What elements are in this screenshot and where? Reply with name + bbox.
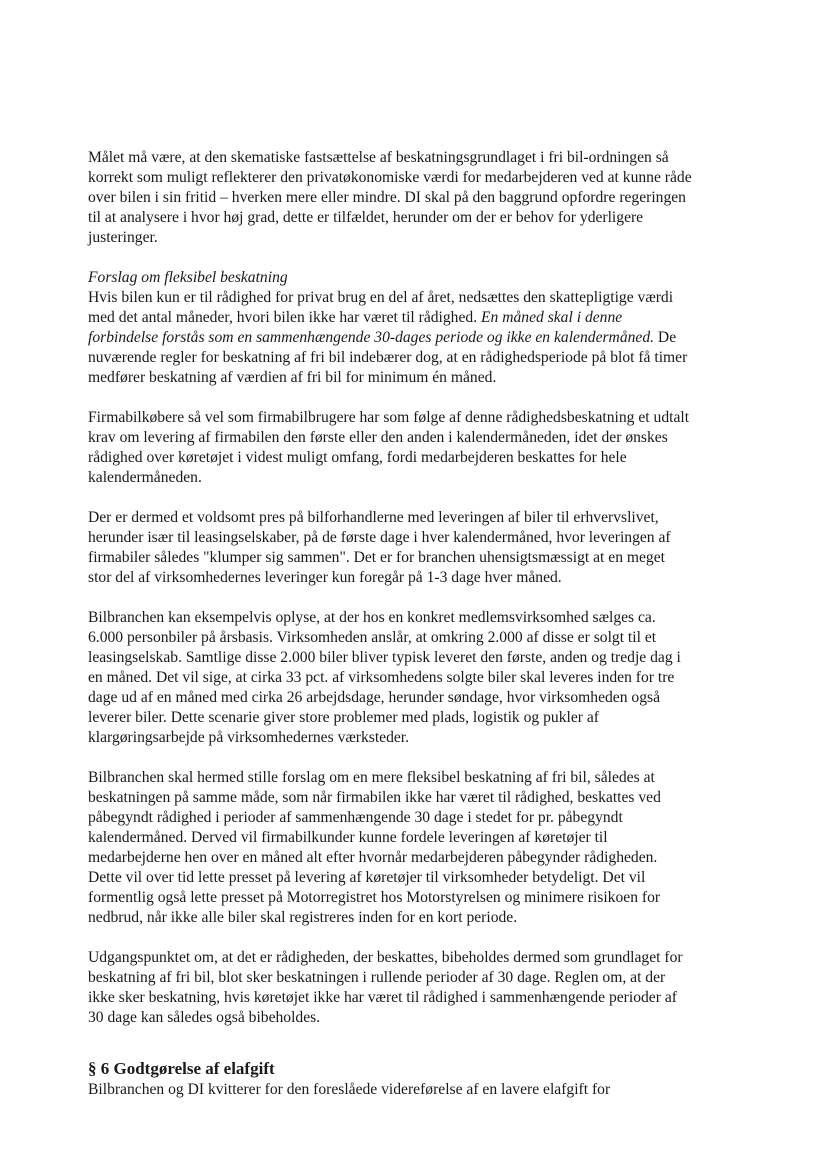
flex-paragraph xyxy=(88,288,692,388)
section-paragraph: Bilbranchen og DI kvitterer for den foreslåede videreførelse af en lavere elafgift for xyxy=(88,1081,611,1098)
subheading-text: Forslag om fleksibel beskatning xyxy=(88,269,288,286)
section-heading: § 6 Godtgørelse af elafgift xyxy=(88,1059,275,1078)
body-paragraph-3: Bilbranchen kan eksempelvis oplyse, at der hos en konkret medlemsvirksomhed sælges ca. 6.000 personbiler på årsbasis. Virksomheden anslår, at omkring 2.000 af disse er solgt til et leasingselskab. Samtlige disse 2.000 biler bliver typisk leveret den første, anden og tredje dag i en måned. Det vil sige, at cirka 33 pct. af virksomhedens solgte biler skal leveres inden for tre dage ud af en måned med cirka 26 arbejdsdage, herunder søndage, hvor virksomheden også leverer biler. Dette scenarie giver store problemer med plads, logistik og pukler af klargøringsarbejde på virksomhedernes værksteder. xyxy=(88,609,681,746)
flex-text-italic: En måned skal i denne forbindelse forstås som en sammenhængende 30-dages periode og ikke en kalendermåned. xyxy=(88,309,655,346)
flex-text-1: Hvis bilen kun er til rådighed for privat brug en del af året, nedsættes den skattepligtige værdi med det antal måneder, hvori bilen ikke har været til rådighed. xyxy=(88,289,674,326)
body-paragraph-2: Der er dermed et voldsomt pres på bilforhandlerne med leveringen af biler til erhvervslivet, herunder især til leasingselskaber, på de første dage i hver kalendermåned, hvor leveringen af firmabiler således "klumper sig sammen". Det er for branchen uhensigtsmæssigt at en meget stor del af virksomhedernes leveringer kun foregår på 1-3 dage hver måned. xyxy=(88,509,671,586)
document-page xyxy=(88,148,692,1100)
flex-text-3: De nuværende regler for beskatning af fri bil indebærer dog, at en rådighedsperiode på blot få timer medfører beskatning af værdien af fri bil for minimum én måned. xyxy=(88,329,688,386)
body-paragraph-4: Bilbranchen skal hermed stille forslag om en mere fleksibel beskatning af fri bil, således at beskatningen på samme måde, som når firmabilen ikke har været til rådighed, beskattes ved påbegyndt rådighed i perioder af sammenhængende 30 dage i stedet for pr. påbegyndt kalendermåned. Derved vil firmabilkunder kunne fordele leveringen af køretøjer til medarbejderne hen over en måned alt efter hvornår medarbejderen påbegynder rådigheden. Dette vil over tid lette presset på levering af køretøjer til virksomheder betydeligt. Det vil formentlig også lette presset på Motorregistret hos Motorstyrelsen og minimere risikoen for nedbrud, når ikke alle biler skal registreres inden for en kort periode. xyxy=(88,769,661,926)
subheading xyxy=(88,268,692,288)
intro-paragraph: Målet må være, at den skematiske fastsættelse af beskatningsgrundlaget i fri bil-ordningen så korrekt som muligt reflekterer den privatøkonomiske værdi for medarbejderen ved at kunne råde over bilen i sin fritid – hverken mere eller mindre. DI skal på den baggrund opfordre regeringen til at analysere i hvor høj grad, dette er tilfældet, herunder om der er behov for yderligere justeringer. xyxy=(88,149,692,246)
body-paragraph-1: Firmabilkøbere så vel som firmabilbrugere har som følge af denne rådighedsbeskatning et udtalt krav om levering af firmabilen den første eller den anden i kalendermåneden, idet der ønskes rådighed over køretøjet i videst muligt omfang, fordi medarbejderen beskattes for hele kalendermåneden. xyxy=(88,409,690,486)
body-paragraph-5: Udgangspunktet om, at det er rådigheden, der beskattes, bibeholdes dermed som grundlaget for beskatning af fri bil, blot sker beskatningen i rullende perioder af 30 dage. Reglen om, at der ikke sker beskatning, hvis køretøjet ikke har været til rådighed i sammenhængende perioder af 30 dage kan således også bibeholdes. xyxy=(88,949,683,1026)
